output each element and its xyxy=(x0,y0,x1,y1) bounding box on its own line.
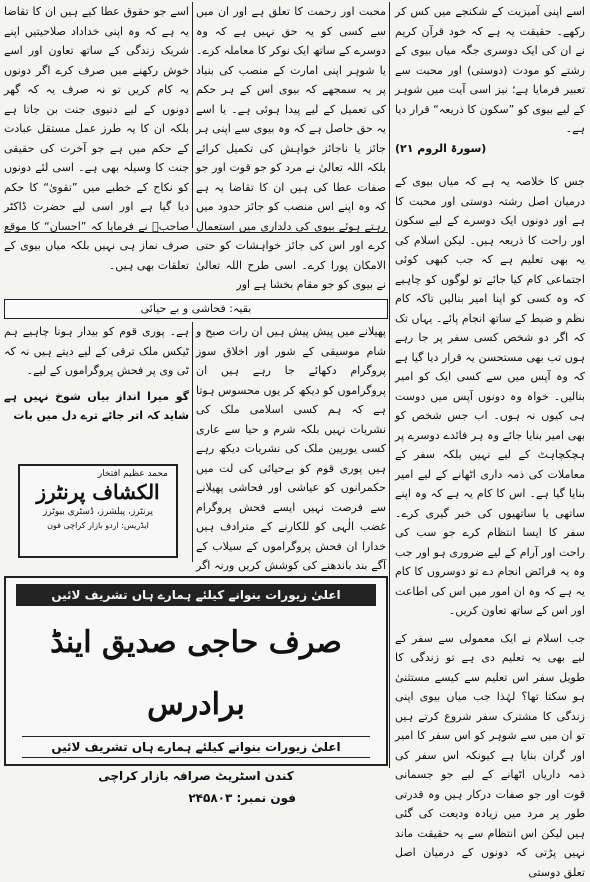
jeweller-top-banner xyxy=(16,584,376,606)
printer-owner: محمد عظیم افتخار xyxy=(20,469,176,479)
jeweller-tagline: اعلیٰ زیورات بنوانے کیلئے ہمارے ہاں تشریف لائیں xyxy=(22,736,370,758)
printer-ad xyxy=(18,464,178,558)
jeweller-phone: فون نمبر: ۲۴۵۸۰۳ xyxy=(6,788,386,808)
printer-name: الکشاف پرنٹرز xyxy=(20,479,176,505)
right-reference: (سورۃ الروم ۲۱) xyxy=(395,139,585,159)
continuation-label-box xyxy=(4,299,388,319)
lower-left xyxy=(4,322,189,432)
column-divider-right xyxy=(389,2,390,768)
column-divider-upper xyxy=(192,2,193,228)
right-para-2: جس کا خلاصہ یہ ہے کہ میاں بیوی کے درمیان اصل رشتہ دوستی اور محبت کا ہے اور دونوں ایک دوسرے کے لیے سکون اور راحت کا ذریعہ ہیں۔ لیکن اسلام کی یہ بھی تعلیم ہے کہ جب کبھی کوئی اجتماعی کام کیا جائے تو لوگوں کو چاہیے کہ وہ کسی کو اپنا امیر بنالیں تاکہ کام نظم و ضبط کے ساتھ انجام پائے۔ یہاں تک کہ اگر دو شخص کسی سفر پر جا رہے ہوں تب بھی مستحسن یہ قرار دیا گیا ہے کہ وہ آپس میں سے کسی ایک کو امیر بنالیں۔ خواہ وہ دونوں آپس میں دوست ہی کیوں نہ ہوں۔ اب جس شخص کو بھی امیر بنایا جائے وہ ہر فائدے دوسرے پر ہچکچاہٹ کے لیے نہیں بلکہ سفر کے معاملات کی ذمہ داری اٹھانے کے لیے امیر بنایا گیا ہے۔ اس کا کام یہ ہے کہ وہ اپنے ساتھی یا ساتھیوں کی خبر گیری کرے۔ سفر کا ایسا انتظام کرے جو سب کی راحت اور آرام کے لیے ضروری ہو اور جب وہ یہ فرائض انجام دے تو دوسروں کا کام یہ ہے کہ وہ ان امور میں اس کی اطاعت اور اس کے ساتھ تعاون کریں۔ xyxy=(395,172,585,621)
lower-middle xyxy=(196,322,386,562)
left-para: اسے جو حقوق عطا کیے ہیں ان کا تقاضا یہ ہے کہ وہ اپنی خداداد صلاحیتیں اپنے شریک زندگی کے ساتھ تعاون اور اسے خوش رکھنے میں صرف کرے اگر دونوں یہ کام کریں تو نہ صرف یہ کہ گھر دونوں کے لیے دنیوی جنت بن جاتا ہے بلکہ ان کا یہ طرز عمل مستقل عبادت کے حکم میں ہے جو آخرت کی حقیقی جنت کا وسیلہ بھی ہے۔ اسی لئے دونوں کو نکاح کے خطبے میں ”تقویٰ“ کا حکم دیا گیا ہے اور اسی لیے حضرت ڈاکٹر صاحبؒ نے فرمایا کہ ”احسان“ کا موقع صرف نماز ہی نہیں بلکہ میاں بیوی کے تعلقات بھی ہیں۔ xyxy=(4,2,189,275)
section-rule xyxy=(4,232,388,233)
lower-middle-para: پھیلانے میں پیش پیش ہیں ان رات صبح و شام موسیقی کے شور اور اخلاق سوز پروگرام دکھائے جا رہے ہیں ان پروگراموں کو دیکھ کر یوں محسوس ہوتا ہے کہ ہم کسی اسلامی ملک کی نشریات نہیں بلکہ شرم و حیا سے عاری کسی یورپین ملک کی نشریات دیکھ رہے ہیں پوری قوم کو بےحیائی کی لت میں حکمرانوں کو عیاشی اور فحاشی پھیلانے سے فرصت نہیں ایسے فحش پروگرام غضب الٰہی کو للکارنے کے مترادف ہیں خدارا ان فحش پروگراموں کے سیلاب کے آگے بند باندھنے کی کوشش کریں ورنہ اگر xyxy=(196,322,386,615)
lower-divider xyxy=(192,322,193,562)
column-right xyxy=(395,2,585,768)
lower-left-para: ہے۔ پوری قوم کو بیدار ہونا چاہیے ہم ٹیکس ملک ترقی کے لیے دیتے ہیں نہ کہ ٹی وی پر فحش پروگراموں کے لیے۔ xyxy=(4,322,189,381)
lower-left-verse: گو میرا انداز بیاں شوخ نہیں ہے شاید کہ اتر جائے ترے دل میں بات xyxy=(4,387,189,426)
printer-phone: ایڈریس: اردو بازار کراچی فون xyxy=(20,519,176,533)
column-left xyxy=(4,2,189,226)
jeweller-name: صرف حاجی صدیق اینڈ برادرس xyxy=(6,612,386,736)
column-middle xyxy=(196,2,386,226)
middle-para: محبت اور رحمت کا تعلق ہے اور ان میں سے کسی کو یہ حق نہیں ہے کہ وہ دوسرے کے ساتھ ایک نوکر کا معاملہ کرے۔ یا شوہر اپنی امارت کے منصب کی بنیاد پر یہ سمجھے کہ بیوی اس کے ہر حکم کی تعمیل کے لیے پیدا ہوئی ہے۔ یا اسے یہ حق حاصل ہے کہ وہ بیوی سے اپنی ہر جائز یا ناجائز خواہش کی تکمیل کرائے بلکہ اللہ تعالیٰ نے مرد کو جو قوت اور جو صفات عطا کی ہیں ان کا تقاضا یہ ہے کہ وہ اپنے اس منصب کو جائز حدود میں رہتے ہوئے بیوی کی دلداری میں استعمال کرے اور اس کی جائز خواہشات کو حتی الامکان پورا کرے۔ اسی طرح اللہ تعالیٰ نے بیوی کو جو مقام بخشا ہے اور xyxy=(196,2,386,295)
jeweller-address: کندن اسٹریٹ صرافہ بازار کراچی xyxy=(6,764,386,788)
jeweller-top-text: اعلیٰ زیورات بنوانے کیلئے ہمارے ہاں تشریف لائیں xyxy=(51,588,340,602)
jeweller-ad xyxy=(4,576,388,766)
continuation-label: بقیہ: فحاشی و بے حیائی xyxy=(141,302,252,315)
printer-address: پرنٹرز، پبلشرز، ڈسٹری بیوٹرز xyxy=(20,505,176,519)
right-para-3: جب اسلام نے ایک معمولی سے سفر کے لیے بھی یہ تعلیم دی ہے تو زندگی کا طویل سفر اس تعلیم سے کیسے مستثنیٰ ہو سکتا تھا؟ لہٰذا جب میاں بیوی اپنی زندگی کا مشترک سفر شروع کرتے ہیں تو ان میں سے شوہر کو اس سفر کا امیر اور گران بنایا ہے کیونکہ اس سفر کی ذمہ داریاں اٹھانے کے لیے جو جسمانی قوت اور جو صفات درکار ہیں وہ قدرتی طور پر مرد میں زیادہ ودیعت کی گئی ہیں لیکن اس انتظام سے یہ حقیقت ماند نہیں پڑتی کہ دونوں کے درمیان اصل تعلق دوستی xyxy=(395,629,585,882)
right-para-1: اسے اپنی آمیزیت کے شکنجے میں کس کر رکھے۔ حقیقت یہ ہے کہ خود قرآن کریم نے ان کی ایک دوسری جگہ میاں بیوی کے رشتے کو مودت (دوستی) اور محبت سے تعبیر فرمایا ہے؛ نیز اسی آیت میں شوہر کے لیے بیوی کو ”سکون کا ذریعہ“ قرار دیا ہے۔ xyxy=(395,2,585,139)
